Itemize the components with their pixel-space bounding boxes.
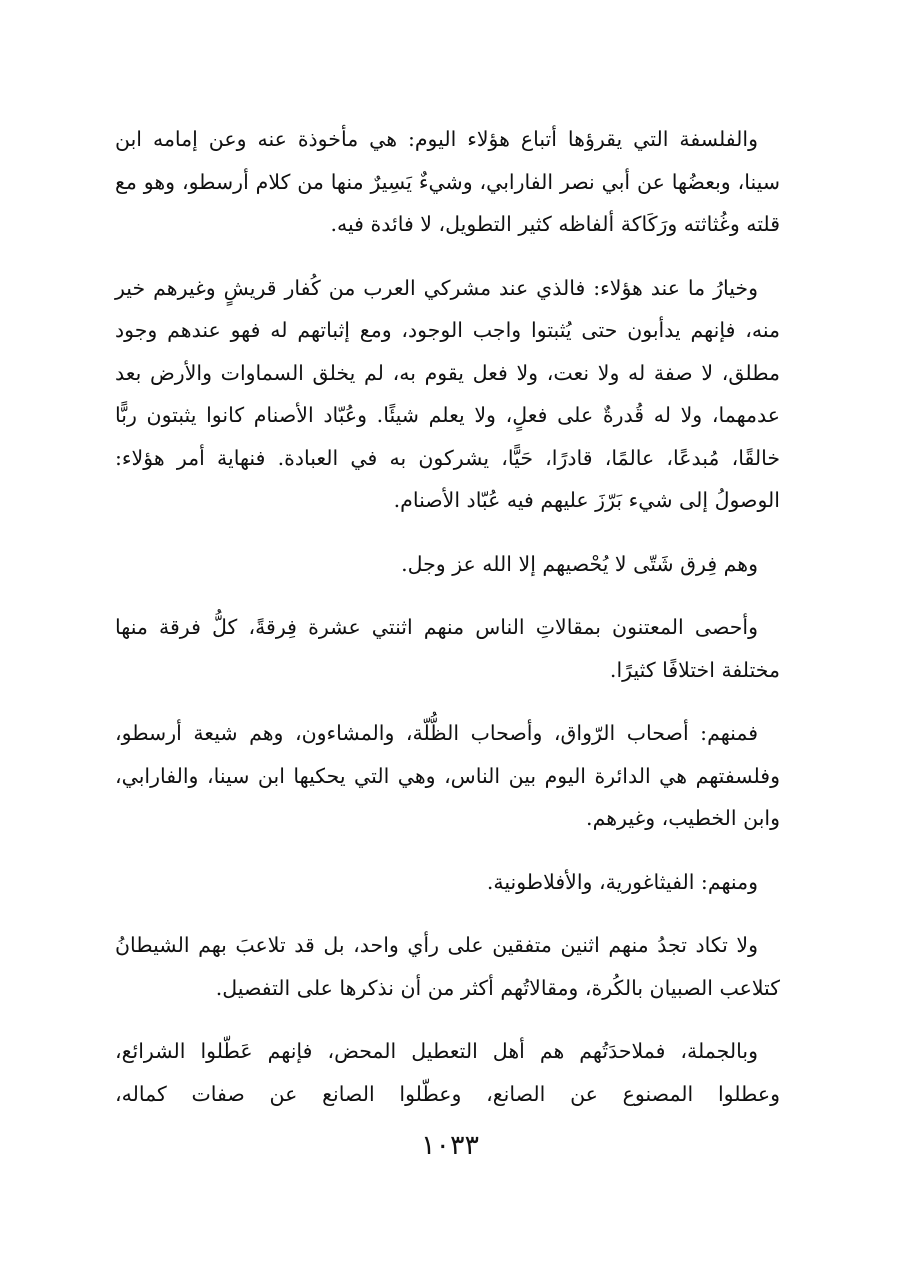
page-body [115, 118, 780, 1136]
paragraph-philosophy-sources: والفلسفة التي يقرؤها أتباع هؤلاء اليوم: هي مأخوذة عنه وعن إمامه ابن سينا، وبعضُها عن أبي نصر الفارابي، وشيءٌ يَسِيرٌ منها من كلام أرسطو، وهو مع قلته وغُثاثته ورَكَاكة ألفاظه كثير التطويل، لا فائدة فيه. [115, 127, 780, 236]
paragraph-best-of-them: وخيارُ ما عند هؤلاء: فالذي عند مشركي العرب من كُفار قريشٍ وغيرهم خير منه، فإنهم يدأبون حتى يُثبتوا واجب الوجود، ومع إثباتهم له فهو عندهم وجود مطلق، لا صفة له ولا نعت، ولا فعل يقوم به، لم يخلق السماوات والأرض بعد عدمهما، ولا له قُدرةٌ على فعلٍ، ولا يعلم شيئًا. وعُبّاد الأصنام كانوا يثبتون ربًّا خالقًا، مُبدعًا، عالمًا، قادرًا، حَيًّا، يشركون به في العبادة. فنهاية أمر هؤلاء: الوصولُ إلى شيء بَرّزَ عليهم فيه عُبّاد الأصنام. [115, 275, 780, 512]
page-number: ١٠٣٣ [420, 1130, 479, 1161]
paragraph-stoics-peripatetics: فمنهم: أصحاب الرّواق، وأصحاب الظُّلّة، والمشاءون، وهم شيعة أرسطو، وفلسفتهم هي الدائرة اليوم بين الناس، وهي التي يحكيها ابن سينا، والفارابي، وابن الخطيب، وغيرهم. [115, 721, 780, 830]
paragraph-conclusion: وبالجملة، فملاحدَتُهم هم أهل التعطيل المحض، فإنهم عَطّلوا الشرائع، وعطلوا المصنوع عن الصانع، وعطّلوا الصانع عن صفات كماله، [115, 1039, 780, 1106]
paragraph-disagreement: ولا تكاد تجدُ منهم اثنين متفقين على رأي واحد، بل قد تلاعبَ بهم الشيطانُ كتلاعب الصبيان بالكُرة، ومقالاتُهم أكثر من أن نذكرها على التفصيل. [115, 933, 780, 1000]
paragraph-pythagoreans: ومنهم: الفيثاغورية، والأفلاطونية. [486, 869, 758, 894]
paragraph-twelve-sects: وأحصى المعتنون بمقالاتِ الناس منهم اثنتي عشرة فِرقةً، كلُّ فرقة منها مختلفة اختلافًا كثيرًا. [115, 615, 780, 682]
paragraph-many-sects: وهم فِرق شَتّى لا يُحْصيهم إلا الله عز وجل. [401, 551, 758, 576]
